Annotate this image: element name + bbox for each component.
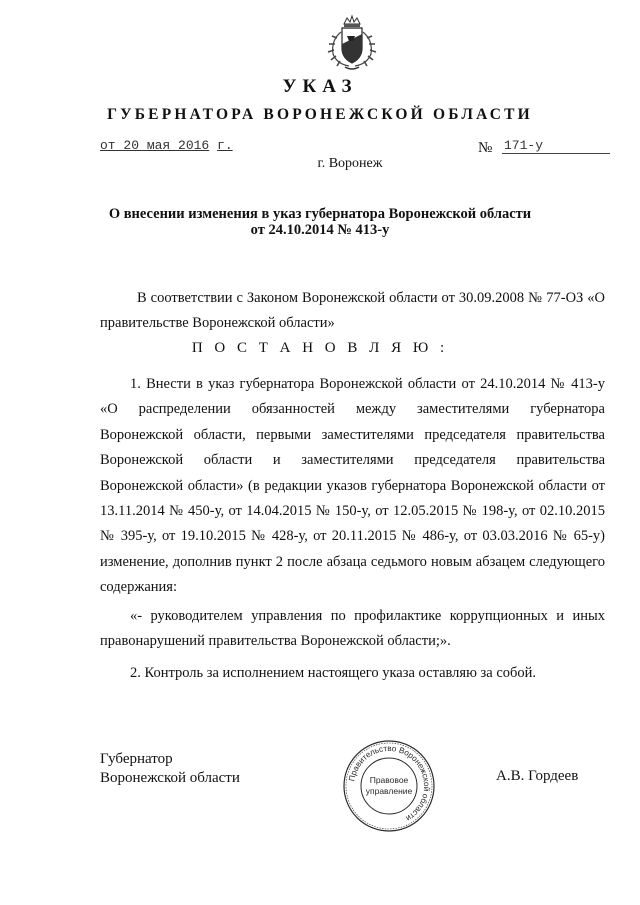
heading-line-2: от 24.10.2014 № 413-у <box>250 222 390 238</box>
official-stamp <box>341 738 437 834</box>
signatory-title-line-2: Воронежской области <box>100 770 240 786</box>
item-1-paragraph: 1. Внести в указ губернатора Воронежской области от 24.10.2014 № 413-у «О распределении обязанностей между заместителями губернатора Воронежской области, первыми заместителями председателя правительства Воронежской области и заместителями председателя правительства Воронежской области» (в редакции указов губернатора Воронежской области от 13.11.2014 № 450-у, от 14.04.2015 № 150-у, от 12.05.2015 № 198-у, от 02.10.2015 № 395-у, от 19.10.2015 № 428-у, от 20.11.2015 № 486-у, от 03.03.2016 № 65-у) изменение, дополнив пункт 2 после абзаца седьмого новым абзацем следующего содержания: <box>100 376 605 596</box>
stamp-center-line-1: Правовое <box>369 775 409 785</box>
signatory-name: А.В. Гордеев <box>496 768 579 784</box>
decree-word: П О С Т А Н О В Л Я Ю : <box>191 340 449 356</box>
date-value: 20 мая 2016 <box>123 138 210 153</box>
document-heading <box>60 206 580 238</box>
item-2-paragraph: 2. Контроль за исполнением настоящего указа оставляю за собой. <box>130 665 537 681</box>
date-suffix: г. <box>217 138 233 153</box>
document-title: УКАЗ <box>282 76 358 97</box>
signatory-title <box>100 750 240 788</box>
document-number: 171-у <box>502 138 610 154</box>
document-subtitle: ГУБЕРНАТОРА ВОРОНЕЖСКОЙ ОБЛАСТИ <box>107 106 533 123</box>
stamp-center-line-2: управление <box>365 786 413 796</box>
signatory-title-line-1: Губернатор <box>100 751 173 767</box>
document-city: г. Воронеж <box>317 156 383 171</box>
heading-line-1: О внесении изменения в указ губернатора Воронежской области <box>108 206 532 222</box>
intro-paragraph: В соответствии с Законом Воронежской области от 30.09.2008 № 77-ОЗ «О правительстве Воронежской области» <box>100 290 605 332</box>
document-number-prefix: № <box>478 140 493 156</box>
stamp-ring-text: Правительство Воронежской области <box>347 743 432 824</box>
date-prefix: от <box>100 138 116 153</box>
coat-of-arms-emblem <box>323 14 381 74</box>
document-date <box>100 138 233 153</box>
item-1-quote-paragraph: «- руководителем управления по профилактике коррупционных и иных правонарушений правительства Воронежской области;». <box>100 608 605 650</box>
